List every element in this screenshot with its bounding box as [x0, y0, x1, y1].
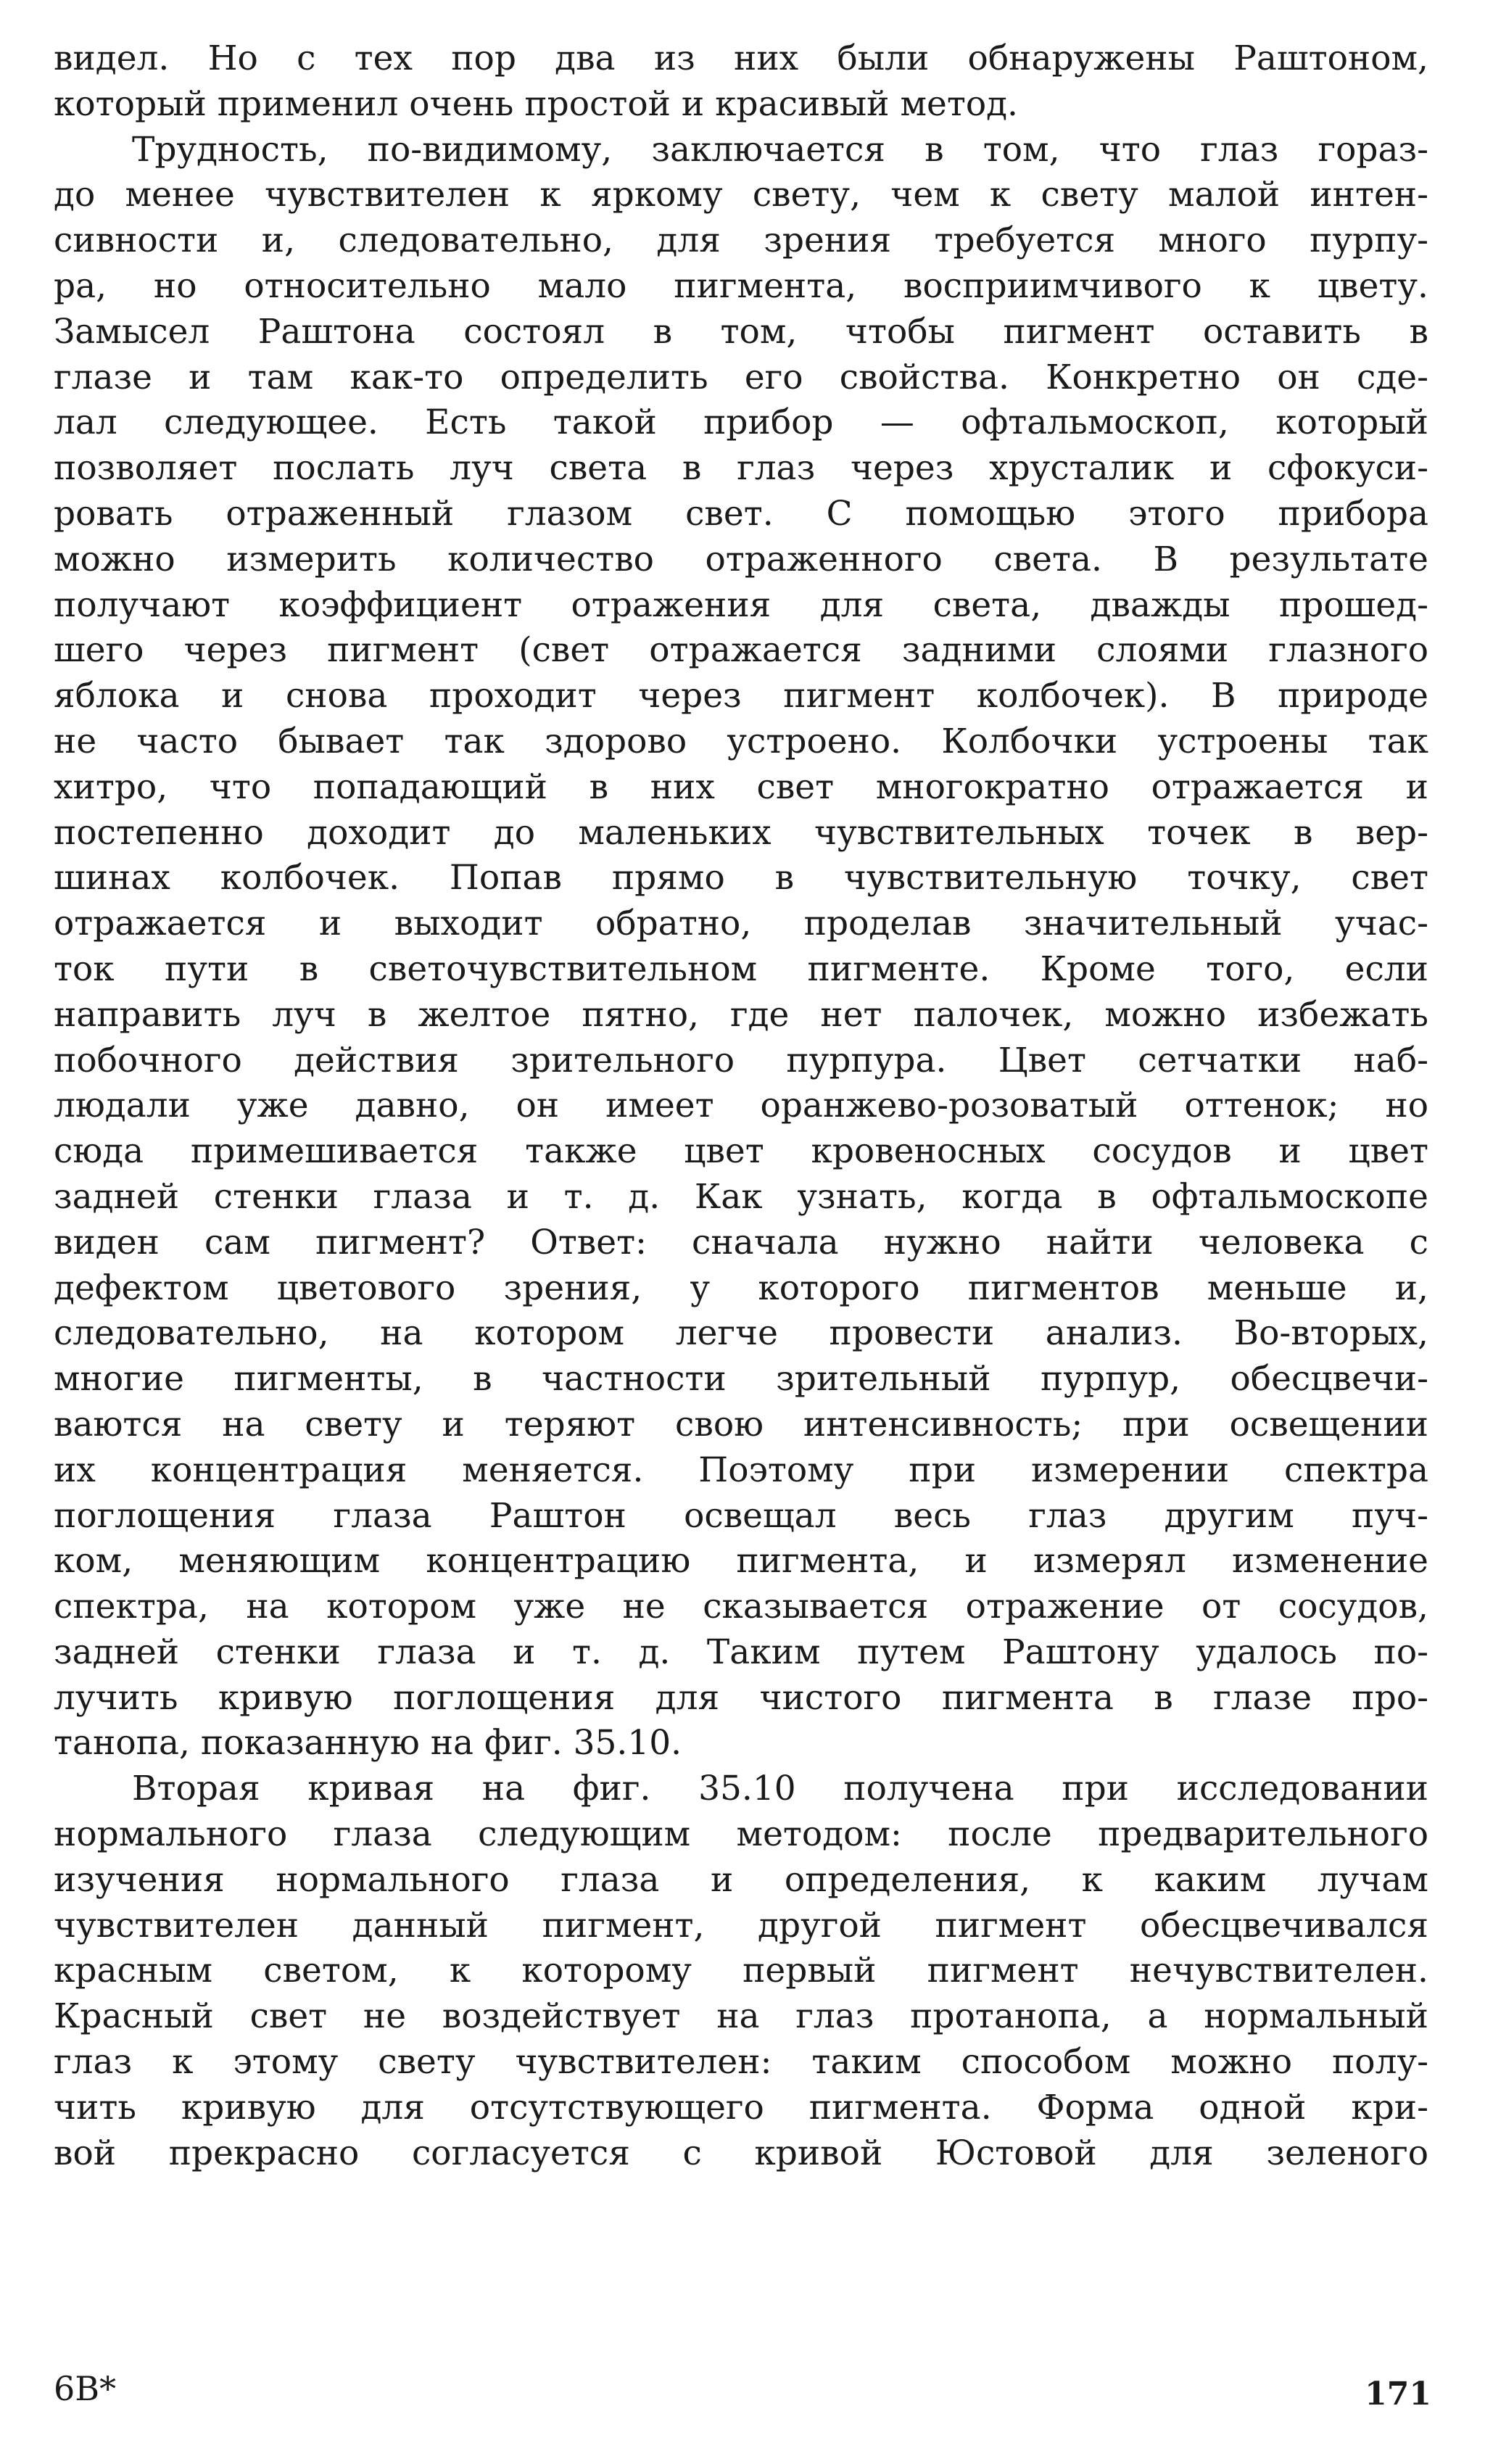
text-line: следовательно, на котором легче провести анализ. Во-вторых, — [54, 1313, 1428, 1354]
text-line: глаз к этому свету чувствителен: таким способом можно полу- — [54, 2042, 1428, 2083]
text-line: отражается и выходит обратно, проделав значительный учас- — [54, 904, 1428, 944]
text-line: видел. Но с тех пор два из них были обнаружены Раштоном, — [54, 38, 1428, 78]
text-line: спектра, на котором уже не сказывается отражение от сосудов, — [54, 1587, 1428, 1627]
text-line: побочного действия зрительного пурпура. Цвет сетчатки наб- — [54, 1040, 1428, 1080]
text-line: Замысел Раштона состоял в том, чтобы пигмент оставить в — [54, 311, 1428, 352]
text-line: многие пигменты, в частности зрительный пурпур, обесцвечи- — [54, 1359, 1428, 1400]
text-line: чувствителен данный пигмент, другой пигмент обесцвечивался — [54, 1905, 1428, 1946]
text-line: ваются на свету и теряют свою интенсивность; при освещении — [54, 1404, 1428, 1444]
text-line: поглощения глаза Раштон освещал весь глаз другим пуч- — [54, 1495, 1428, 1536]
text-line: шинах колбочек. Попав прямо в чувствительную точку, свет — [54, 858, 1428, 898]
text-line: яблока и снова проходит через пигмент колбочек). В природе — [54, 676, 1428, 716]
text-line: получают коэффициент отражения для света, дважды прошед- — [54, 584, 1428, 625]
text-line: чить кривую для отсутствующего пигмента. Форма одной кри- — [54, 2087, 1428, 2128]
text-line: шего через пигмент (свет отражается задними слоями глазного — [54, 630, 1428, 671]
text-line: который применил очень простой и красивый метод. — [54, 83, 1018, 124]
text-line: задней стенки глаза и т. д. Как узнать, когда в офтальмоскопе — [54, 1176, 1428, 1217]
text-line: не часто бывает так здорово устроено. Колбочки устроены так — [54, 721, 1428, 761]
text-line: хитро, что попадающий в них свет многократно отражается и — [54, 766, 1428, 807]
text-line: вой прекрасно согласуется с кривой Юстовой для зеленого — [54, 2133, 1428, 2173]
text-line: красным светом, к которому первый пигмент нечувствителен. — [54, 1951, 1428, 1991]
page-number: 171 — [1365, 2376, 1431, 2413]
text-line: Красный свет не воздействует на глаз протанопа, а нормальный — [54, 1996, 1428, 2037]
text-line: нормального глаза следующим методом: после предварительного — [54, 1814, 1428, 1855]
text-line: постепенно доходит до маленьких чувствительных точек в вер- — [54, 812, 1428, 853]
text-line: их концентрация меняется. Поэтому при измерении спектра — [54, 1450, 1428, 1490]
text-line: позволяет послать луч света в глаз через хрусталик и сфокуси- — [54, 448, 1428, 489]
text-line: лал следующее. Есть такой прибор — офтальмоскоп, который — [54, 402, 1428, 443]
text-line: ра, но относительно мало пигмента, восприимчивого к цвету. — [54, 265, 1428, 306]
text-line: сивности и, следовательно, для зрения требуется много пурпу- — [54, 220, 1428, 261]
text-line: можно измерить количество отраженного света. В результате — [54, 539, 1428, 579]
text-line: глазе и там как-то определить его свойства. Конкретно он сде- — [54, 357, 1428, 397]
text-line: задней стенки глаза и т. д. Таким путем Раштону удалось по- — [54, 1632, 1428, 1672]
text-line: танопа, показанную на фиг. 35.10. — [54, 1723, 682, 1764]
text-line: людали уже давно, он имеет оранжево-розоватый оттенок; но — [54, 1086, 1428, 1126]
text-line: до менее чувствителен к яркому свету, чем к свету малой интен- — [54, 175, 1428, 215]
text-line: ровать отраженный глазом свет. С помощью этого прибора — [54, 493, 1428, 534]
text-line: направить луч в желтое пятно, где нет палочек, можно избежать — [54, 994, 1428, 1035]
body-text — [54, 36, 1428, 2176]
text-line: дефектом цветового зрения, у которого пигментов меньше и, — [54, 1268, 1428, 1308]
text-line: ток пути в светочувствительном пигменте. Кроме того, если — [54, 948, 1428, 989]
printer-signature: 6В* — [54, 2369, 117, 2408]
text-line: ком, меняющим концентрацию пигмента, и измерял изменение — [54, 1541, 1428, 1582]
text-line: изучения нормального глаза и определения, к каким лучам — [54, 1859, 1428, 1900]
text-line: сюда примешивается также цвет кровеносных сосудов и цвет — [54, 1131, 1428, 1172]
text-line: Трудность, по-видимому, заключается в том, что глаз гораз- — [132, 129, 1428, 170]
text-line: виден сам пигмент? Ответ: сначала нужно найти человека с — [54, 1222, 1428, 1262]
text-line: Вторая кривая на фиг. 35.10 получена при исследовании — [132, 1769, 1428, 1809]
text-line: лучить кривую поглощения для чистого пигмента в глазе про- — [54, 1677, 1428, 1718]
